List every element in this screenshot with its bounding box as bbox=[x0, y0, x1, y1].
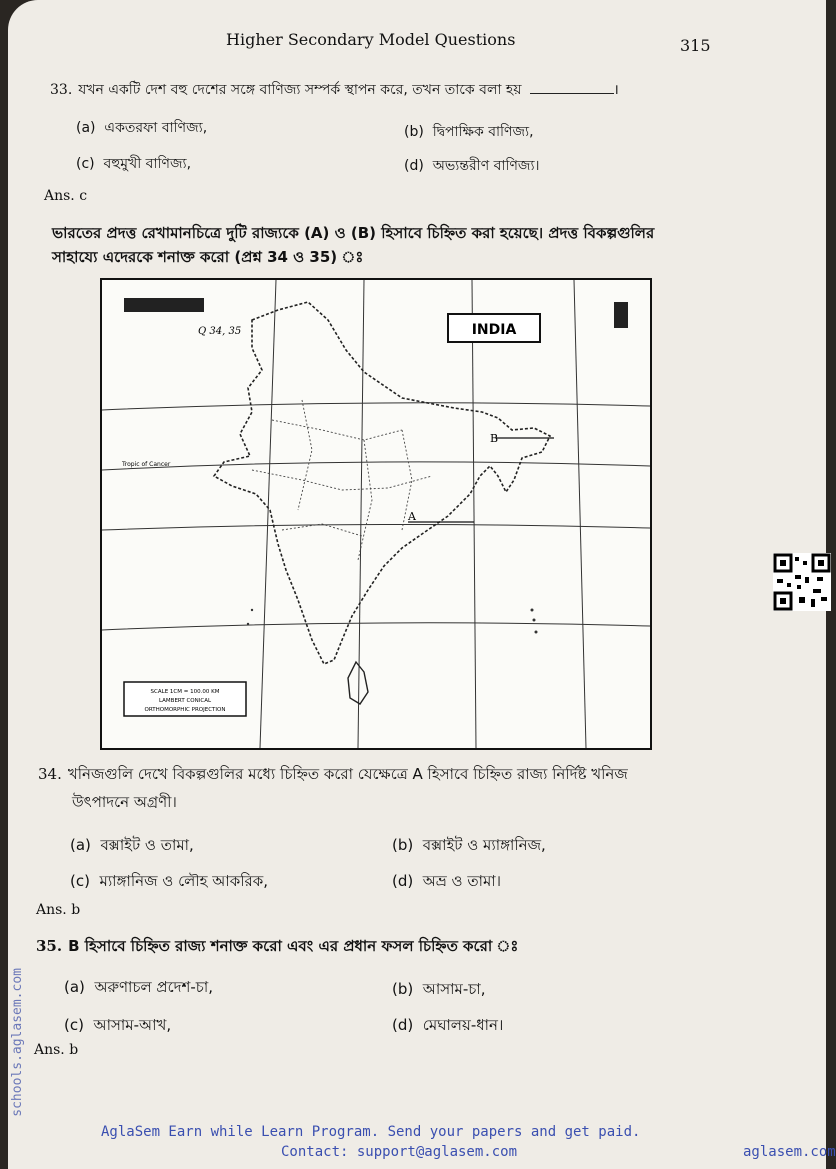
option-b: (b) দ্বিপাক্ষিক বাণিজ্য, bbox=[404, 124, 534, 140]
map-question-label: Q 34, 35 bbox=[198, 326, 242, 337]
option-d: (d) অভ্র ও তামা। bbox=[392, 872, 502, 890]
question-34-line-2: উৎপাদনে অগ্রণী। bbox=[72, 793, 177, 811]
answer-34: Ans. b bbox=[36, 902, 81, 918]
scale-line-2: LAMBERT CONICAL bbox=[158, 698, 212, 704]
option-b: (b) আসাম-চা, bbox=[392, 980, 486, 998]
option-a: (a) একতরফা বাণিজ্য, bbox=[76, 120, 208, 136]
tropic-label: Tropic of Cancer bbox=[122, 461, 171, 468]
page-header-title: Higher Secondary Model Questions bbox=[226, 30, 516, 49]
footer-watermark-line-2: Contact: support@aglasem.com bbox=[281, 1144, 518, 1160]
island-dots bbox=[247, 609, 538, 634]
option-b: (b) বক্সাইট ও ম্যাঙ্গানিজ, bbox=[392, 836, 546, 854]
marker-b-label: B bbox=[490, 432, 499, 445]
scale-line-1: SCALE 1CM = 100.00 KM bbox=[150, 689, 220, 695]
answer-blank bbox=[530, 93, 614, 94]
option-d: (d) অভ্যন্তরীণ বাণিজ্য। bbox=[404, 158, 540, 174]
sri-lanka-outline bbox=[348, 662, 368, 704]
instruction-line-2: সাহায্যে এদেরকে শনাক্ত করো (প্রশ্ন 34 ও 35) ঃ bbox=[52, 248, 364, 266]
footer-watermark-line-1: AglaSem Earn while Learn Program. Send your papers and get paid. bbox=[101, 1124, 641, 1140]
qr-code-icon[interactable] bbox=[773, 553, 831, 611]
question-text: যখন একটি দেশ বহু দেশের সঙ্গে বাণিজ্য সম্পর্ক স্থাপন করে, তখন তাকে বলা হয় bbox=[78, 82, 522, 98]
option-c: (c) ম্যাঙ্গানিজ ও লৌহ আকরিক, bbox=[70, 872, 269, 890]
option-d: (d) মেঘালয়-ধান। bbox=[392, 1016, 504, 1034]
option-a: (a) বক্সাইট ও তামা, bbox=[70, 836, 194, 854]
publisher-logo-icon bbox=[124, 298, 204, 312]
footer-site-link[interactable]: aglasem.com bbox=[743, 1144, 836, 1160]
map-svg bbox=[102, 280, 650, 748]
question-35: 35. B হিসাবে চিহ্নিত রাজ্য শনাক্ত করো এবং এর প্রধান ফসল চিহ্নিত করো ঃ bbox=[36, 937, 519, 955]
india-outline-map bbox=[100, 278, 652, 750]
page-number: 315 bbox=[680, 36, 711, 55]
instruction-line-1: ভারতের প্রদত্ত রেখামানচিত্রে দুটি রাজ্যকে (A) ও (B) হিসাবে চিহ্নিত করা হয়েছে। প্রদত্ত বিকল্পগুলির bbox=[52, 224, 655, 242]
side-watermark: schools.aglasem.com bbox=[10, 968, 25, 1117]
map-title: INDIA bbox=[471, 322, 517, 338]
marker-a-label: A bbox=[408, 510, 416, 523]
question-34-line-1: 34. খনিজগুলি দেখে বিকল্পগুলির মধ্যে চিহ্নিত করো যেক্ষেত্রে A হিসাবে চিহ্নিত রাজ্য নির্দিষ্ট খনিজ bbox=[38, 765, 628, 783]
graticule bbox=[102, 280, 650, 748]
question-number: 33. bbox=[50, 82, 73, 98]
state-borders bbox=[252, 400, 432, 560]
question-33 bbox=[50, 80, 619, 100]
option-c: (c) বহুমুখী বাণিজ্য, bbox=[76, 156, 192, 172]
end-mark: । bbox=[613, 82, 619, 98]
compass-icon bbox=[614, 302, 628, 328]
book-page bbox=[8, 0, 836, 1169]
scale-line-3: ORTHOMORPHIC PROJECTION bbox=[144, 707, 226, 713]
answer-33: Ans. c bbox=[44, 188, 88, 204]
option-c: (c) আসাম-আখ, bbox=[64, 1016, 172, 1034]
answer-35: Ans. b bbox=[34, 1042, 79, 1058]
option-a: (a) অরুণাচল প্রদেশ-চা, bbox=[64, 978, 214, 996]
